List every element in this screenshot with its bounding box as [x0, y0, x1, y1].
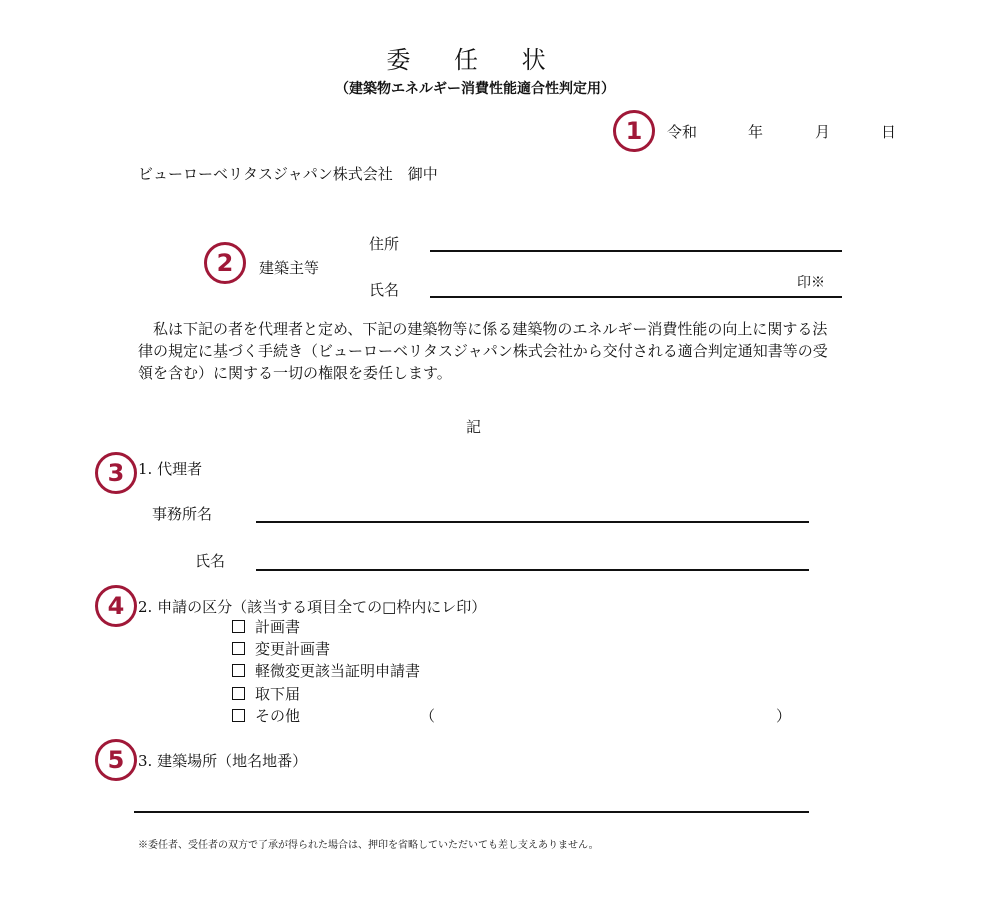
- date-era: 令和: [667, 123, 698, 141]
- option-label: 計画書: [255, 618, 301, 636]
- marker-1: 1: [613, 110, 655, 152]
- section2-heading: 2. 申請の区分（該当する項目全ての□枠内にレ印）: [138, 598, 487, 616]
- agent-name-label: 氏名: [195, 552, 226, 570]
- option-change-plan[interactable]: [232, 638, 330, 659]
- section1-heading: 1. 代理者: [138, 460, 203, 478]
- office-name-field[interactable]: [256, 521, 809, 523]
- marker-3: 3: [95, 452, 137, 494]
- location-field[interactable]: [134, 811, 809, 813]
- delegation-paragraph: 私は下記の者を代理者と定め、下記の建築物等に係る建築物のエネルギー消費性能の向上に関する法律の規定に基づく手続き（ビューローベリタスジャパン株式会社から交付される適合判定通知書等の受領を含む）に関する一切の権限を委任します。: [138, 320, 828, 382]
- option-plan[interactable]: [232, 616, 300, 637]
- option-label: 変更計画書: [255, 640, 331, 658]
- client-label: 建築主等: [259, 259, 320, 277]
- option-checkbox[interactable]: [232, 709, 245, 722]
- office-name-label: 事務所名: [152, 505, 213, 523]
- seal-mark: 印※: [797, 275, 825, 291]
- client-name-label: 氏名: [369, 281, 400, 299]
- agent-name-field[interactable]: [256, 569, 809, 571]
- document-subtitle: （建築物エネルギー消費性能適合性判定用）: [335, 81, 615, 97]
- option-label: 軽微変更該当証明申請書: [255, 662, 421, 680]
- option-checkbox[interactable]: [232, 642, 245, 655]
- option-checkbox[interactable]: [232, 687, 245, 700]
- date-day: 日: [881, 123, 897, 141]
- option-other[interactable]: [232, 705, 300, 726]
- marker-5: 5: [95, 739, 137, 781]
- option-checkbox[interactable]: [232, 620, 245, 633]
- other-open-paren: （: [420, 707, 436, 725]
- marker-2: 2: [204, 242, 246, 284]
- date-year: 年: [748, 123, 764, 141]
- ki-heading: 記: [466, 418, 482, 436]
- option-label: その他: [255, 707, 301, 725]
- footnote: ※委任者、受任者の双方で了承が得られた場合は、押印を省略していただいても差し支えありません。: [138, 840, 599, 851]
- date-month: 月: [815, 123, 831, 141]
- other-close-paren: ）: [776, 707, 792, 725]
- option-checkbox[interactable]: [232, 664, 245, 677]
- address-field[interactable]: [430, 250, 842, 252]
- marker-4: 4: [95, 585, 137, 627]
- option-minor-change[interactable]: [232, 660, 420, 681]
- address-label: 住所: [369, 235, 400, 253]
- option-label: 取下届: [255, 685, 301, 703]
- option-withdrawal[interactable]: [232, 683, 300, 704]
- document-title: 委 任 状: [386, 46, 564, 74]
- addressee: ビューローベリタスジャパン株式会社 御中: [138, 165, 438, 183]
- client-name-field[interactable]: [430, 296, 842, 298]
- section3-heading: 3. 建築場所（地名地番）: [138, 752, 308, 770]
